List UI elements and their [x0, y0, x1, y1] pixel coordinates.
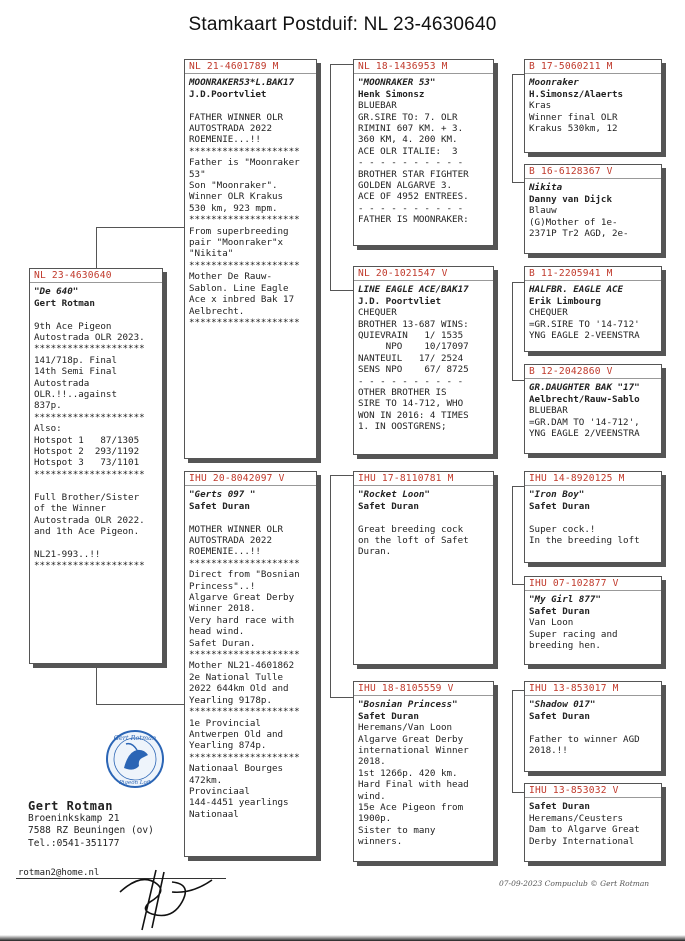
connector-line	[512, 486, 513, 584]
note-line: Duran.	[358, 546, 392, 558]
note-line: pair "Moonraker"x	[189, 237, 284, 249]
ring-number: IHU 17-8110781 M	[354, 473, 493, 486]
note-line: 144-4451 yearlings	[189, 797, 289, 809]
note-line: GR.SIRE TO: 7. OLR	[358, 111, 458, 123]
pedigree-card-mmm	[524, 783, 662, 862]
note-line: Heremans/Van Loon	[358, 722, 453, 734]
connector-line	[512, 380, 524, 381]
pedigree-card-fff	[524, 59, 662, 153]
note-line: RIMINI 607 KM. + 3.	[358, 123, 464, 135]
note-line: Princess"..!	[189, 580, 256, 592]
note-line: =GR.SIRE TO '14-712'	[529, 318, 640, 330]
note-line: on the loft of Safet	[358, 535, 469, 547]
note-line: of the Winner	[34, 503, 106, 515]
note-line: Super racing and	[529, 628, 618, 640]
note-line: BLUEBAR	[358, 100, 397, 112]
note-line: Direct from "Bosnian	[189, 569, 300, 581]
note-line: 1. IN OOSTGRENS;	[358, 421, 447, 433]
loft-logo	[104, 728, 166, 790]
note-line: BROTHER 13-687 WINS:	[358, 318, 469, 330]
note-line	[189, 100, 312, 111]
ring-number: NL 18-1436953 M	[354, 61, 493, 74]
note-line: Blauw	[529, 205, 557, 217]
note-line: Autostrada OLR 2022.	[34, 514, 145, 526]
owner-name: Gert Rotman	[34, 297, 95, 309]
note-line: Van Loon	[529, 617, 574, 629]
connector-line	[512, 182, 524, 183]
note-line: Very hard race with	[189, 614, 295, 626]
card-notes	[358, 100, 489, 225]
ring-number: NL 23-4630640	[30, 270, 162, 283]
owner-name: J.D.Poortvliet	[189, 88, 267, 100]
pedigree-card-mff	[524, 471, 662, 563]
note-line: Winner 2018.	[189, 603, 256, 615]
note-line: Algarve Great Derby	[189, 592, 295, 604]
note-line	[358, 512, 489, 523]
note-line: ********************	[189, 316, 300, 328]
note-line: SIRE TO 14-712, WHO	[358, 398, 464, 410]
note-line: 2018.!!	[529, 745, 568, 757]
pedigree-card-fm	[353, 266, 494, 455]
pedigree-card-mm	[353, 681, 494, 862]
note-line: Father is "Moonraker	[189, 157, 300, 169]
connector-line	[96, 704, 184, 705]
note-line: Derby International	[529, 835, 635, 847]
connector-line	[330, 475, 354, 476]
note-line: - - - - - - - - - -	[358, 157, 464, 169]
note-line: BLUEBAR	[529, 405, 568, 417]
breeder-email: rotman2@home.nl	[18, 868, 100, 878]
note-line: Autostrada	[34, 377, 90, 389]
note-line: 360 KM, 4. 200 KM.	[358, 134, 458, 146]
pedigree-card-ff	[353, 59, 494, 246]
pigeon-name: "De 640"	[34, 286, 79, 298]
pigeon-name: "Rocket Loon"	[358, 489, 430, 501]
note-line: 53"	[189, 168, 206, 180]
note-line: FATHER IS MOONRAKER:	[358, 214, 469, 226]
pigeon-name: LINE EAGLE ACE/BAK17	[358, 284, 469, 296]
ring-number: NL 21-4601789 M	[185, 61, 316, 74]
pedigree-card-mother	[184, 471, 317, 857]
note-line: =GR.DAM TO '14-712',	[529, 416, 640, 428]
pigeon-name: MOONRAKER53*L.BAK17	[189, 77, 295, 89]
note-line: Also:	[34, 423, 62, 435]
note-line: YNG EAGLE 2/VEENSTRA	[529, 428, 640, 440]
note-line: OTHER BROTHER IS	[358, 387, 447, 399]
owner-name: Danny van Dijck	[529, 193, 612, 205]
note-line: head wind.	[189, 626, 245, 638]
note-line: 2022 644km Old and	[189, 683, 289, 695]
connector-line	[96, 227, 97, 269]
note-line: Ace x inbred Bak 17	[189, 294, 295, 306]
pedigree-card-ffm	[524, 164, 662, 254]
note-line: Sablon. Line Eagle	[189, 282, 289, 294]
note-line: CHEQUER	[358, 307, 397, 319]
note-line: 530 km, 923 mpm.	[189, 202, 278, 214]
note-line: Krakus 530km, 12	[529, 123, 618, 135]
pigeon-name: "MOONRAKER 53"	[358, 77, 436, 89]
note-line: YNG EAGLE 2-VEENSTRA	[529, 330, 640, 342]
owner-name: Safet Duran	[529, 801, 590, 813]
note-line: Dam to Algarve Great	[529, 824, 640, 836]
note-line	[529, 512, 657, 523]
note-line: In the breeding loft	[529, 535, 640, 547]
breeder-address	[28, 800, 154, 850]
note-line: wind.	[358, 790, 386, 802]
note-line	[34, 480, 158, 491]
note-line: NPO 10/17097	[358, 341, 469, 353]
breeder-phone: Tel.:0541-351177	[28, 837, 120, 849]
note-line: WON IN 2016: 4 TIMES	[358, 409, 469, 421]
ring-number: IHU 14-8920125 M	[525, 473, 661, 486]
owner-name: Safet Duran	[529, 710, 590, 722]
owner-name: Safet Duran	[358, 710, 419, 722]
note-line: ********************	[189, 214, 300, 226]
note-line: Mother De Rauw-	[189, 271, 272, 283]
note-line: ********************	[189, 259, 300, 271]
note-line: ACE OLR ITALIE: 3	[358, 145, 458, 157]
owner-name: Henk Simonsz	[358, 88, 425, 100]
note-line: Yearling 874p.	[189, 740, 267, 752]
logo-text: Gert Rotman	[113, 734, 157, 742]
connector-line	[512, 486, 524, 487]
note-line: Kras	[529, 100, 552, 112]
connector-line	[512, 74, 524, 75]
ring-number: B 16-6128367 V	[525, 166, 661, 179]
note-line: 472km.	[189, 774, 223, 786]
note-line: AUTOSTRADA 2022	[189, 535, 272, 547]
note-line: 2e National Tulle	[189, 671, 284, 683]
note-line: 14th Semi Final	[34, 366, 117, 378]
ring-number: NL 20-1021547 V	[354, 268, 493, 281]
ring-number: IHU 07-102877 V	[525, 578, 661, 591]
pedigree-card-father	[184, 59, 317, 459]
owner-name: Safet Duran	[529, 500, 590, 512]
note-line	[34, 309, 158, 320]
card-notes	[529, 405, 657, 439]
note-line: 1e Provincial	[189, 717, 261, 729]
owner-name: J.D. Poortvliet	[358, 295, 441, 307]
note-line	[34, 537, 158, 548]
card-notes	[529, 205, 657, 239]
note-line: Hotspot 3 73/1101	[34, 457, 140, 469]
card-notes	[529, 100, 657, 134]
pigeon-name: GR.DAUGHTER BAK "17"	[529, 382, 640, 394]
pigeon-name: "Gerts 097 "	[189, 489, 256, 501]
note-line: ROEMENIE...!!	[189, 546, 261, 558]
note-line: 9th Ace Pigeon	[34, 320, 112, 332]
note-line: Super cock.!	[529, 523, 596, 535]
note-line: 1st 1266p. 420 km.	[358, 767, 458, 779]
note-line: and 1th Ace Pigeon.	[34, 525, 140, 537]
ring-number: B 11-2205941 M	[525, 268, 661, 281]
breeder-city: 7588 RZ Beuningen (ov)	[28, 825, 154, 836]
pigeon-name: "My Girl 877"	[529, 594, 601, 606]
breeder-street: Broeninkskamp 21	[28, 812, 120, 824]
note-line: NANTEUIL 17/ 2524	[358, 352, 464, 364]
card-notes	[358, 722, 489, 847]
ring-number: B 17-5060211 M	[525, 61, 661, 74]
note-line: international Winner	[358, 745, 469, 757]
note-line: Aelbrecht.	[189, 305, 245, 317]
note-line: 837p.	[34, 400, 62, 412]
note-line: "Nikita"	[189, 248, 234, 260]
note-line: SENS NPO 67/ 8725	[358, 364, 469, 376]
note-line: BROTHER STAR FIGHTER	[358, 168, 469, 180]
card-notes	[189, 512, 312, 820]
pedigree-card-fmm	[524, 364, 662, 454]
logo-subtext: Pigeon Loft	[118, 780, 152, 786]
connector-line	[96, 664, 97, 704]
note-line: ********************	[34, 411, 145, 423]
note-line	[189, 512, 312, 523]
note-line: Algarve Great Derby	[358, 733, 464, 745]
note-line: (G)Mother of 1e-	[529, 216, 618, 228]
connector-line	[96, 227, 184, 228]
card-notes	[189, 100, 312, 328]
note-line: OLR.!!..against	[34, 389, 117, 401]
handwritten-signature	[112, 862, 222, 932]
connector-line	[330, 64, 354, 65]
note-line: 2371P Tr2 AGD, 2e-	[529, 228, 629, 240]
note-line: ********************	[189, 751, 300, 763]
page-title: Stamkaart Postduif: NL 23-4630640	[188, 14, 497, 35]
note-line: 2018.	[358, 756, 386, 768]
note-line: Hotspot 1 87/1305	[34, 434, 140, 446]
note-line: breeding hen.	[529, 640, 601, 652]
card-notes	[529, 307, 657, 341]
ring-number: IHU 13-853017 M	[525, 683, 661, 696]
breeder-name: Gert Rotman	[28, 799, 113, 813]
note-line: - - - - - - - - - -	[358, 202, 464, 214]
note-line: CHEQUER	[529, 307, 568, 319]
note-line: ********************	[189, 145, 300, 157]
connector-line	[512, 282, 513, 380]
connector-line	[330, 697, 354, 698]
card-notes	[529, 617, 657, 651]
note-line: Father to winner AGD	[529, 733, 640, 745]
owner-name: Safet Duran	[358, 500, 419, 512]
note-line: Hotspot 2 293/1192	[34, 446, 140, 458]
note-line: AUTOSTRADA 2022	[189, 123, 272, 135]
pigeon-name: "Iron Boy"	[529, 489, 585, 501]
note-line: Hard Final with head	[358, 779, 469, 791]
note-line: ********************	[34, 560, 145, 572]
note-line: Winner final OLR	[529, 111, 618, 123]
note-line: FATHER WINNER OLR	[189, 111, 284, 123]
owner-name: Aelbrecht/Rauw-Sablo	[529, 393, 640, 405]
pedigree-card-fmf	[524, 266, 662, 352]
ring-number: IHU 20-8042097 V	[185, 473, 316, 486]
note-line: Antwerpen Old and	[189, 728, 284, 740]
owner-name: Safet Duran	[189, 500, 250, 512]
note-line: NL21-993..!!	[34, 548, 101, 560]
note-line: Autostrada OLR 2023.	[34, 332, 145, 344]
pedigree-card-mf	[353, 471, 494, 665]
card-notes	[34, 309, 158, 571]
note-line: QUIEVRAIN 1/ 1535	[358, 330, 464, 342]
pedigree-card-main	[29, 268, 163, 664]
note-line	[529, 722, 657, 733]
ring-number: B 12-2042860 V	[525, 366, 661, 379]
note-line: Winner OLR Krakus	[189, 191, 284, 203]
connector-line	[512, 584, 524, 585]
pigeon-name: HALFBR. EAGLE ACE	[529, 284, 624, 296]
note-line: 141/718p. Final	[34, 354, 117, 366]
note-line: ********************	[34, 343, 145, 355]
connector-line	[330, 475, 331, 697]
note-line: - - - - - - - - - -	[358, 375, 464, 387]
connector-line	[512, 792, 524, 793]
owner-name: Erik Limbourg	[529, 295, 601, 307]
connector-line	[512, 282, 524, 283]
note-line: Yearling 9178p.	[189, 694, 272, 706]
connector-line	[512, 74, 513, 182]
scan-edge	[0, 935, 685, 941]
note-line: ********************	[34, 468, 145, 480]
pedigree-card-mfm	[524, 576, 662, 665]
note-line: Provinciaal	[189, 785, 250, 797]
pedigree-card-mmf	[524, 681, 662, 772]
connector-line	[512, 690, 524, 691]
note-line: Great breeding cock	[358, 523, 464, 535]
note-line: ********************	[189, 649, 300, 661]
card-notes	[529, 813, 657, 847]
note-line: Heremans/Ceusters	[529, 812, 624, 824]
card-notes	[358, 512, 489, 558]
note-line: Nationaal	[189, 808, 239, 820]
note-line: ROEMENIE...!!	[189, 134, 261, 146]
note-line: ********************	[189, 706, 300, 718]
card-notes	[358, 307, 489, 432]
note-line: GOLDEN ALGARVE 3.	[358, 180, 453, 192]
connector-line	[330, 290, 354, 291]
note-line: Son "Moonraker".	[189, 180, 278, 192]
note-line: Nationaal Bourges	[189, 763, 284, 775]
note-line: 1900p.	[358, 813, 392, 825]
note-line: Safet Duran.	[189, 637, 256, 649]
pigeon-name: "Shadow 017"	[529, 699, 596, 711]
owner-name: Safet Duran	[529, 605, 590, 617]
pigeon-name: Nikita	[529, 182, 563, 194]
note-line: ********************	[189, 557, 300, 569]
note-line: ACE OF 4952 ENTREES.	[358, 191, 469, 203]
pigeon-name: Moonraker	[529, 77, 579, 89]
ring-number: IHU 18-8105559 V	[354, 683, 493, 696]
note-line: MOTHER WINNER OLR	[189, 523, 284, 535]
note-line: winners.	[358, 836, 403, 848]
footer-credit: 07-09-2023 Compuclub © Gert Rotman	[499, 879, 650, 888]
card-notes	[529, 722, 657, 756]
ring-number: IHU 13-853032 V	[525, 785, 661, 798]
card-notes	[529, 512, 657, 546]
connector-line	[512, 690, 513, 792]
pigeon-name: "Bosnian Princess"	[358, 699, 458, 711]
connector-line	[330, 64, 331, 290]
owner-name: H.Simonsz/Alaerts	[529, 88, 624, 100]
note-line: Full Brother/Sister	[34, 491, 140, 503]
note-line: Mother NL21-4601862	[189, 660, 295, 672]
note-line: From superbreeding	[189, 225, 289, 237]
note-line: Sister to many	[358, 824, 436, 836]
note-line: 15e Ace Pigeon from	[358, 802, 464, 814]
